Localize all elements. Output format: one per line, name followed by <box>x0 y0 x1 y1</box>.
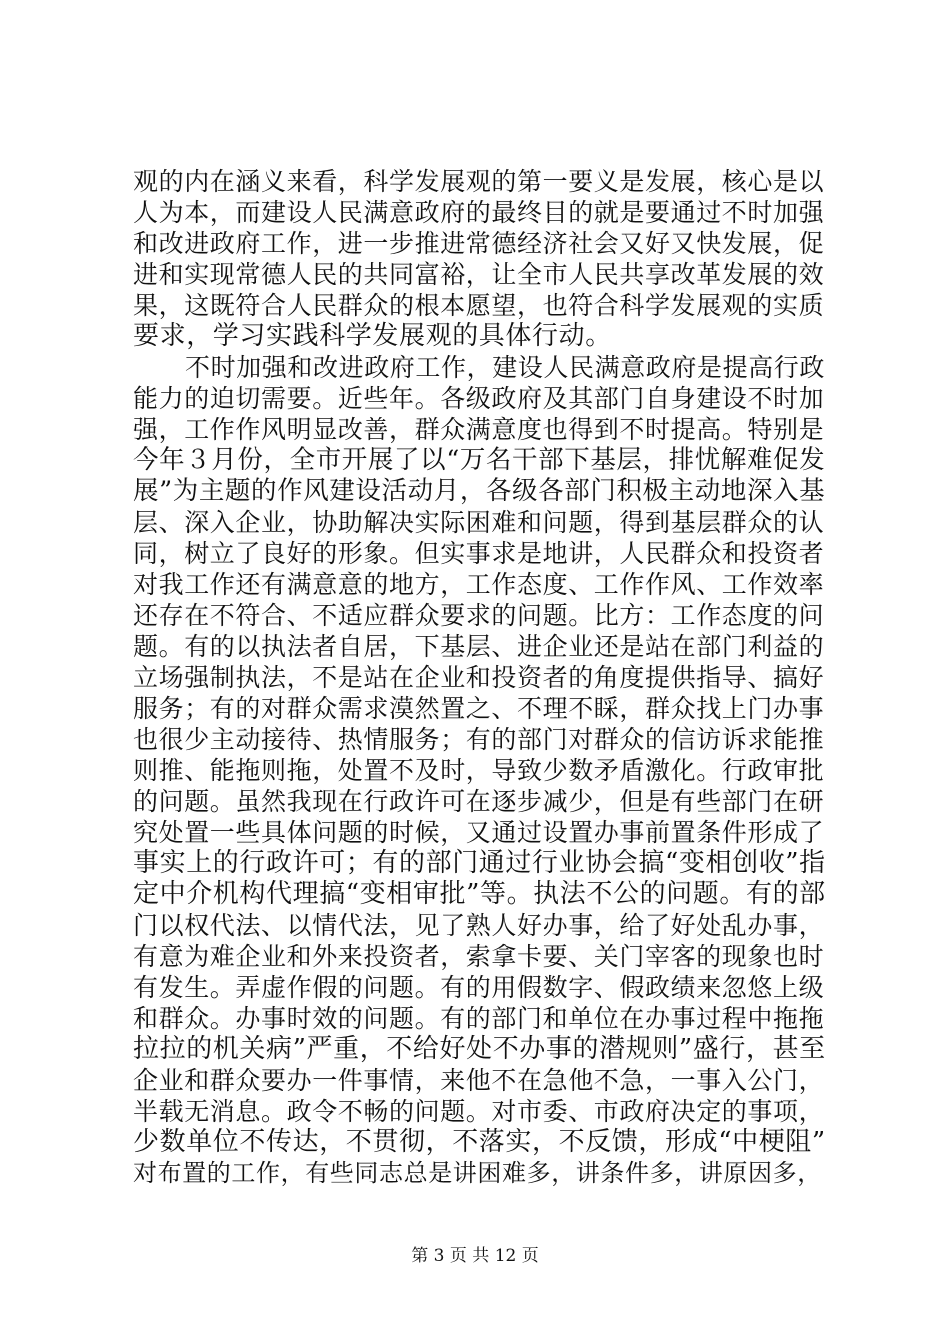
text-line: 还存在不符合、不适应群众要求的问题。比方：工作态度的问 <box>133 601 825 630</box>
page-footer: 第 3 页 共 12 页 <box>411 1246 539 1266</box>
text-line: 展”为主题的作风建设活动月，各级各部门积极主动地深入基 <box>133 476 826 506</box>
text-line: 也很少主动接待、热情服务；有的部门对群众的信访诉求能推 <box>133 725 825 754</box>
text-line: 人为本，而建设人民满意政府的最终目的就是要通过不时加强 <box>133 198 825 227</box>
text-line: 果，这既符合人民群众的根本愿望，也符合科学发展观的实质 <box>133 291 825 320</box>
text-line: 能力的迫切需要。近些年。各级政府及其部门自身建设不时加 <box>133 384 825 413</box>
text-line: 今年３月份，全市开展了以“万名干部下基层，排忧解难促发 <box>133 445 826 475</box>
body-text <box>133 166 833 1189</box>
text-line: 要求，学习实践科学发展观的具体行动。 <box>133 321 612 351</box>
text-line: 有发生。弄虚作假的问题。有的用假数字、假政绩来忽悠上级 <box>133 973 825 1002</box>
text-line: 和改进政府工作，进一步推进常德经济社会又好又快发展，促 <box>133 229 825 258</box>
text-line: 拉拉的机关病”严重，不给好处不办事的潜规则”盛行，甚至 <box>133 1034 826 1064</box>
text-line: 服务；有的对群众需求漠然置之、不理不睬，群众找上门办事 <box>133 694 825 723</box>
text-line: 究处置一些具体问题的时候，又通过设置办事前置条件形成了 <box>133 818 825 847</box>
text-line: 对布置的工作，有些同志总是讲困难多，讲条件多，讲原因多， <box>133 1159 822 1187</box>
text-line: 层、深入企业，协助解决实际困难和问题，得到基层群众的认 <box>133 508 825 537</box>
text-line: 则推、能拖则拖，处置不及时，导致少数矛盾激化。行政审批 <box>133 756 825 785</box>
text-line: 观的内在涵义来看，科学发展观的第一要义是发展，核心是以 <box>133 167 825 196</box>
text-line: 半载无消息。政令不畅的问题。对市委、市政府决定的事项， <box>133 1097 825 1126</box>
text-line: 不时加强和改进政府工作，建设人民满意政府是提高行政 <box>185 353 826 382</box>
text-line: 同，树立了良好的形象。但实事求是地讲，人民群众和投资者 <box>133 539 825 568</box>
text-line: 事实上的行政许可；有的部门通过行业协会搞“变相创收”指 <box>133 848 826 878</box>
text-line: 门以权代法、以情代法，见了熟人好办事，给了好处乱办事， <box>133 911 825 940</box>
text-line: 的问题。虽然我现在行政许可在逐步减少，但是有些部门在研 <box>133 787 825 816</box>
text-line: 强，工作作风明显改善，群众满意度也得到不时提高。特别是 <box>133 415 825 444</box>
text-line: 定中介机构代理搞“变相审批”等。执法不公的问题。有的部 <box>133 879 826 909</box>
text-line: 对我工作还有满意意的地方，工作态度、工作作风、工作效率 <box>133 570 825 599</box>
text-line: 立场强制执法，不是站在企业和投资者的角度提供指导、搞好 <box>133 663 825 692</box>
text-line: 少数单位不传达，不贯彻，不落实，不反馈，形成“中梗阻” <box>133 1127 826 1157</box>
text-line: 和群众。办事时效的问题。有的部门和单位在办事过程中拖拖 <box>133 1004 825 1033</box>
text-line: 进和实现常德人民的共同富裕，让全市人民共享改革发展的效 <box>133 260 825 289</box>
text-line: 有意为难企业和外来投资者，索拿卡要、关门宰客的现象也时 <box>133 942 825 971</box>
text-line: 企业和群众要办一件事情，来他不在急他不急，一事入公门， <box>133 1066 825 1095</box>
text-line: 题。有的以执法者自居，下基层、进企业还是站在部门利益的 <box>133 632 825 661</box>
